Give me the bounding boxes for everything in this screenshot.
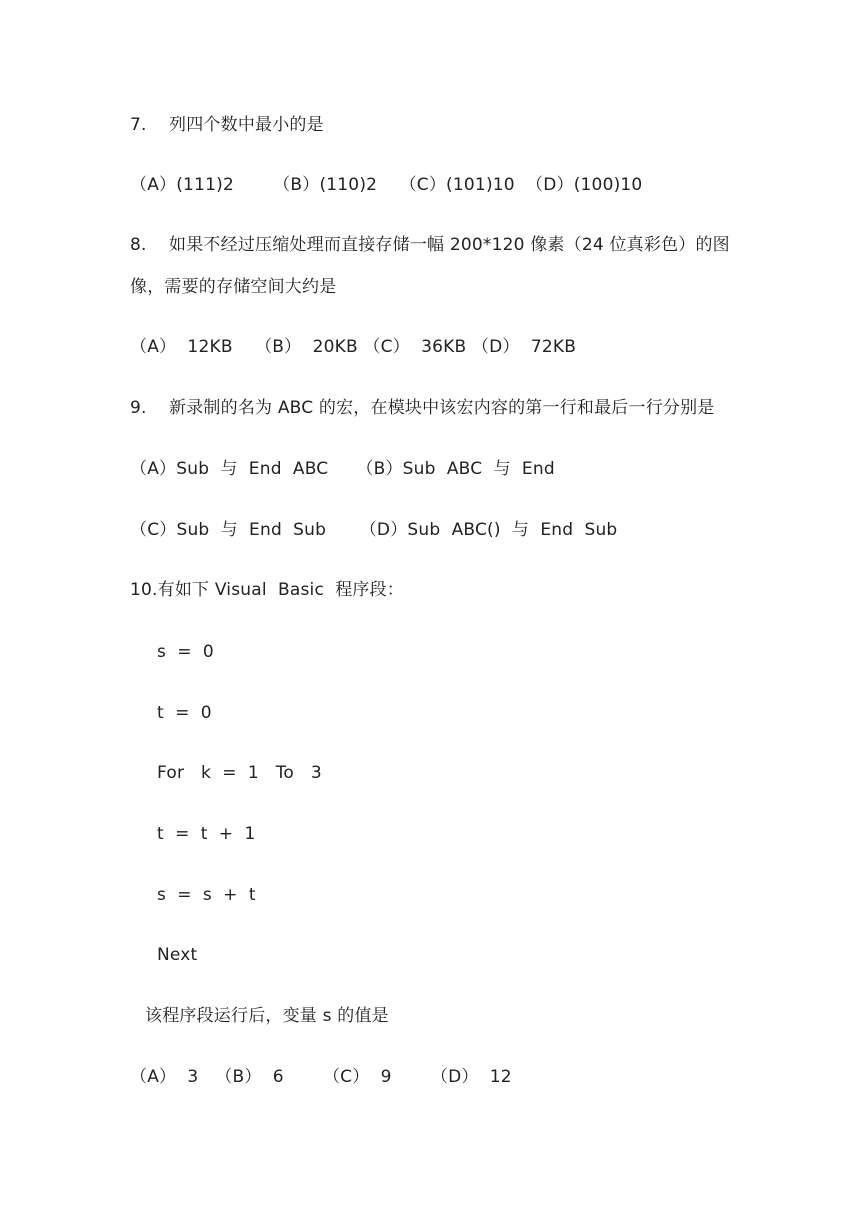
- question-8-options: （A） 12KB （B） 20KB （C） 36KB （D） 72KB: [130, 337, 577, 357]
- question-9-stem: 9. 新录制的名为 ABC 的宏，在模块中该宏内容的第一行和最后一行分别是: [130, 398, 715, 418]
- code-line: t = 0: [157, 703, 212, 723]
- question-9-options-line-2: （C）Sub 与 End Sub （D）Sub ABC() 与 End Sub: [130, 520, 618, 540]
- code-line: t = t + 1: [157, 824, 256, 844]
- code-line: For k = 1 To 3: [157, 763, 322, 783]
- question-7-stem: 7. 列四个数中最小的是: [130, 115, 324, 135]
- question-10-tail: 该程序段运行后，变量 s 的值是: [145, 1006, 389, 1026]
- question-10-options: （A） 3 （B） 6 （C） 9 （D） 12: [130, 1067, 512, 1087]
- question-8-stem-line-2: 像，需要的存储空间大约是: [130, 277, 337, 297]
- question-7-options: （A）(111)2 （B）(110)2 （C）(101)10 （D）(100)10: [130, 175, 643, 195]
- question-9-options-line-1: （A）Sub 与 End ABC （B）Sub ABC 与 End: [130, 459, 555, 479]
- code-line: Next: [157, 945, 198, 965]
- code-line: s = 0: [157, 642, 214, 662]
- question-8-stem-line-1: 8. 如果不经过压缩处理而直接存储一幅 200*120 像素（24 位真彩色）的图: [130, 235, 730, 255]
- question-10-stem: 10.有如下 Visual Basic 程序段：: [130, 580, 405, 600]
- code-line: s = s + t: [157, 885, 256, 905]
